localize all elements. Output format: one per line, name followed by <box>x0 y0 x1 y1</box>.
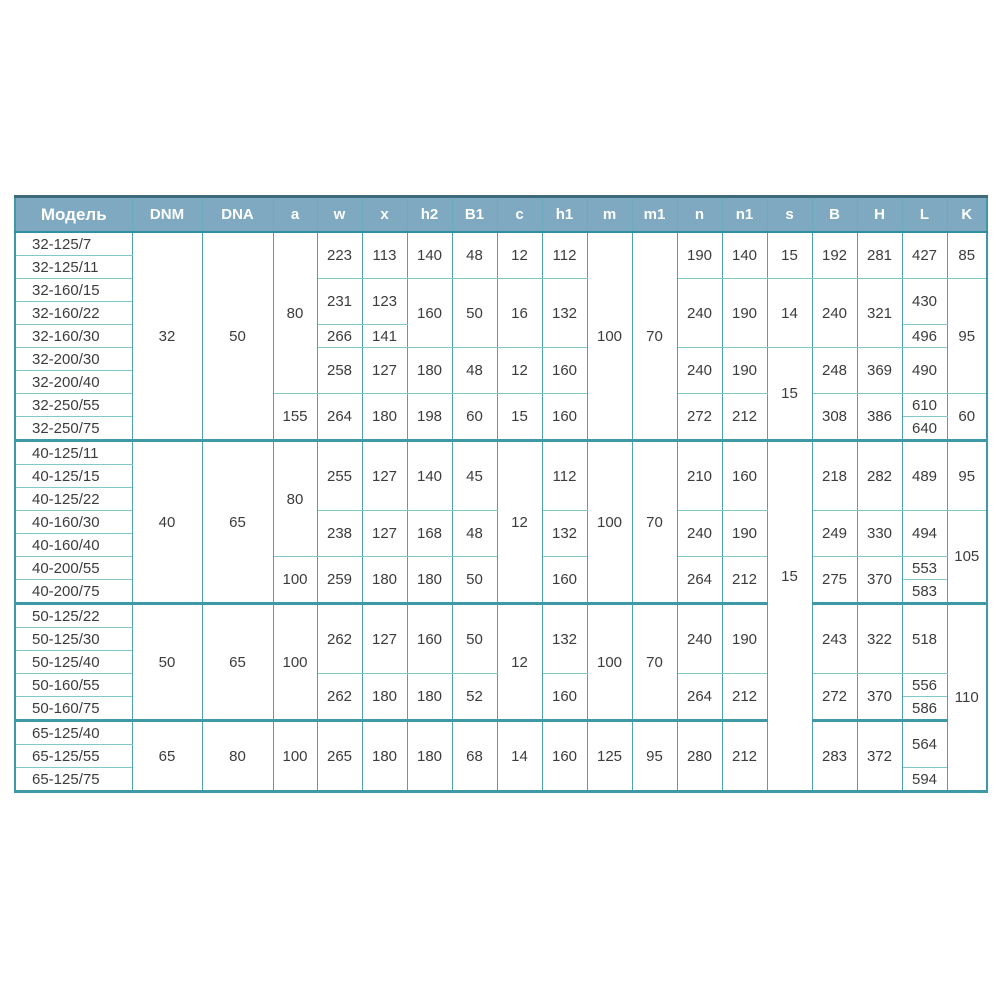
cell-n: 240 <box>677 511 722 557</box>
cell-h1: 160 <box>542 674 587 721</box>
cell-L: 518 <box>902 604 947 674</box>
col-header-K: K <box>947 197 987 233</box>
col-header-s: s <box>767 197 812 233</box>
cell-x: 127 <box>362 348 407 394</box>
cell-w: 265 <box>317 721 362 792</box>
cell-L: 564 <box>902 721 947 768</box>
cell-w: 231 <box>317 279 362 325</box>
cell-DNM: 32 <box>132 232 202 441</box>
cell-H: 370 <box>857 557 902 604</box>
cell-B: 240 <box>812 279 857 348</box>
cell-c: 12 <box>497 441 542 604</box>
cell-K: 60 <box>947 394 987 441</box>
cell-n1: 140 <box>722 232 767 279</box>
cell-model: 50-125/40 <box>15 651 132 674</box>
cell-x: 127 <box>362 511 407 557</box>
col-header-x: x <box>362 197 407 233</box>
cell-model: 40-125/15 <box>15 465 132 488</box>
col-header-model: Модель <box>15 197 132 233</box>
cell-n1: 212 <box>722 721 767 792</box>
col-header-h2: h2 <box>407 197 452 233</box>
cell-L: 494 <box>902 511 947 557</box>
table-row <box>15 721 987 745</box>
cell-x: 180 <box>362 394 407 441</box>
cell-DNM: 40 <box>132 441 202 604</box>
cell-model: 40-125/11 <box>15 441 132 465</box>
cell-B: 283 <box>812 721 857 792</box>
cell-x: 180 <box>362 674 407 721</box>
col-header-h1: h1 <box>542 197 587 233</box>
cell-x: 127 <box>362 441 407 511</box>
cell-model: 40-125/22 <box>15 488 132 511</box>
cell-h1: 132 <box>542 604 587 674</box>
cell-B1: 45 <box>452 441 497 511</box>
cell-n1: 190 <box>722 511 767 557</box>
cell-B1: 60 <box>452 394 497 441</box>
cell-B: 308 <box>812 394 857 441</box>
col-header-m: m <box>587 197 632 233</box>
col-header-m1: m1 <box>632 197 677 233</box>
cell-B: 218 <box>812 441 857 511</box>
col-header-DNA: DNA <box>202 197 273 233</box>
cell-n: 240 <box>677 279 722 348</box>
cell-H: 282 <box>857 441 902 511</box>
cell-m: 100 <box>587 441 632 604</box>
cell-L: 427 <box>902 232 947 279</box>
cell-H: 372 <box>857 721 902 792</box>
cell-L: 430 <box>902 279 947 325</box>
cell-m1: 70 <box>632 441 677 604</box>
cell-h1: 112 <box>542 232 587 279</box>
cell-s: 14 <box>767 279 812 348</box>
cell-H: 281 <box>857 232 902 279</box>
cell-w: 223 <box>317 232 362 279</box>
cell-h2: 180 <box>407 674 452 721</box>
cell-n1: 190 <box>722 604 767 674</box>
cell-model: 32-125/7 <box>15 232 132 256</box>
pump-dimensions-table-wrap <box>14 195 986 793</box>
cell-x: 123 <box>362 279 407 325</box>
cell-w: 262 <box>317 674 362 721</box>
cell-h2: 140 <box>407 232 452 279</box>
cell-x: 180 <box>362 721 407 792</box>
table-body <box>15 232 987 792</box>
cell-n1: 160 <box>722 441 767 511</box>
table-row <box>15 232 987 256</box>
cell-model: 32-250/55 <box>15 394 132 417</box>
cell-n: 240 <box>677 348 722 394</box>
cell-n1: 190 <box>722 279 767 348</box>
cell-h2: 160 <box>407 604 452 674</box>
cell-model: 32-160/30 <box>15 325 132 348</box>
cell-DNM: 65 <box>132 721 202 792</box>
cell-h1: 132 <box>542 279 587 348</box>
cell-a: 100 <box>273 721 317 792</box>
cell-H: 322 <box>857 604 902 674</box>
cell-L: 586 <box>902 697 947 721</box>
cell-h2: 140 <box>407 441 452 511</box>
cell-B1: 68 <box>452 721 497 792</box>
cell-h1: 160 <box>542 721 587 792</box>
cell-H: 370 <box>857 674 902 721</box>
col-header-B: B <box>812 197 857 233</box>
cell-L: 489 <box>902 441 947 511</box>
cell-B1: 48 <box>452 511 497 557</box>
cell-x: 180 <box>362 557 407 604</box>
table-row <box>15 604 987 628</box>
cell-model: 50-160/55 <box>15 674 132 697</box>
cell-H: 386 <box>857 394 902 441</box>
cell-model: 32-160/22 <box>15 302 132 325</box>
cell-B1: 50 <box>452 604 497 674</box>
cell-x: 113 <box>362 232 407 279</box>
cell-a: 100 <box>273 604 317 721</box>
cell-model: 65-125/40 <box>15 721 132 745</box>
cell-n: 190 <box>677 232 722 279</box>
cell-w: 258 <box>317 348 362 394</box>
cell-c: 15 <box>497 394 542 441</box>
cell-B1: 50 <box>452 279 497 348</box>
cell-n: 272 <box>677 394 722 441</box>
cell-a: 155 <box>273 394 317 441</box>
cell-H: 369 <box>857 348 902 394</box>
cell-h1: 160 <box>542 394 587 441</box>
cell-B1: 50 <box>452 557 497 604</box>
cell-m1: 70 <box>632 604 677 721</box>
cell-K: 85 <box>947 232 987 279</box>
cell-DNA: 65 <box>202 604 273 721</box>
cell-H: 330 <box>857 511 902 557</box>
cell-model: 32-200/30 <box>15 348 132 371</box>
cell-model: 50-125/22 <box>15 604 132 628</box>
cell-m: 100 <box>587 232 632 441</box>
cell-s: 15 <box>767 441 812 792</box>
table-row <box>15 441 987 465</box>
cell-w: 262 <box>317 604 362 674</box>
cell-K: 110 <box>947 604 987 792</box>
cell-K: 105 <box>947 511 987 604</box>
table-header <box>15 197 987 233</box>
cell-h2: 180 <box>407 557 452 604</box>
cell-m1: 70 <box>632 232 677 441</box>
cell-model: 50-160/75 <box>15 697 132 721</box>
col-header-H: H <box>857 197 902 233</box>
cell-B: 275 <box>812 557 857 604</box>
cell-model: 32-250/75 <box>15 417 132 441</box>
cell-n1: 212 <box>722 394 767 441</box>
cell-DNA: 50 <box>202 232 273 441</box>
cell-L: 496 <box>902 325 947 348</box>
cell-x: 127 <box>362 604 407 674</box>
cell-B: 272 <box>812 674 857 721</box>
col-header-a: a <box>273 197 317 233</box>
cell-model: 65-125/75 <box>15 768 132 792</box>
cell-h2: 180 <box>407 348 452 394</box>
cell-w: 238 <box>317 511 362 557</box>
cell-h1: 160 <box>542 557 587 604</box>
cell-a: 80 <box>273 232 317 394</box>
cell-n: 210 <box>677 441 722 511</box>
cell-h2: 180 <box>407 721 452 792</box>
cell-K: 95 <box>947 441 987 511</box>
cell-model: 40-160/30 <box>15 511 132 534</box>
cell-B1: 48 <box>452 348 497 394</box>
cell-n: 264 <box>677 674 722 721</box>
cell-h1: 112 <box>542 441 587 511</box>
cell-model: 32-125/11 <box>15 256 132 279</box>
col-header-DNM: DNM <box>132 197 202 233</box>
cell-m1: 95 <box>632 721 677 792</box>
cell-model: 50-125/30 <box>15 628 132 651</box>
cell-m: 125 <box>587 721 632 792</box>
cell-L: 490 <box>902 348 947 394</box>
spec-table <box>14 195 988 793</box>
cell-L: 556 <box>902 674 947 697</box>
cell-h2: 160 <box>407 279 452 348</box>
cell-L: 594 <box>902 768 947 792</box>
cell-h2: 168 <box>407 511 452 557</box>
cell-B: 243 <box>812 604 857 674</box>
cell-L: 610 <box>902 394 947 417</box>
cell-w: 255 <box>317 441 362 511</box>
col-header-B1: B1 <box>452 197 497 233</box>
cell-B1: 48 <box>452 232 497 279</box>
cell-n1: 212 <box>722 674 767 721</box>
cell-h2: 198 <box>407 394 452 441</box>
cell-K: 95 <box>947 279 987 394</box>
col-header-c: c <box>497 197 542 233</box>
header-row <box>15 197 987 233</box>
cell-n1: 212 <box>722 557 767 604</box>
col-header-n: n <box>677 197 722 233</box>
cell-model: 40-200/55 <box>15 557 132 580</box>
cell-DNA: 65 <box>202 441 273 604</box>
cell-c: 16 <box>497 279 542 348</box>
cell-h1: 132 <box>542 511 587 557</box>
cell-s: 15 <box>767 232 812 279</box>
cell-c: 14 <box>497 721 542 792</box>
cell-w: 266 <box>317 325 362 348</box>
cell-w: 259 <box>317 557 362 604</box>
cell-B: 249 <box>812 511 857 557</box>
cell-model: 32-200/40 <box>15 371 132 394</box>
cell-h1: 160 <box>542 348 587 394</box>
cell-B1: 52 <box>452 674 497 721</box>
cell-L: 640 <box>902 417 947 441</box>
cell-a: 80 <box>273 441 317 557</box>
cell-L: 583 <box>902 580 947 604</box>
col-header-L: L <box>902 197 947 233</box>
cell-L: 553 <box>902 557 947 580</box>
cell-c: 12 <box>497 232 542 279</box>
cell-n: 240 <box>677 604 722 674</box>
cell-DNM: 50 <box>132 604 202 721</box>
cell-model: 65-125/55 <box>15 745 132 768</box>
cell-n: 264 <box>677 557 722 604</box>
cell-model: 40-160/40 <box>15 534 132 557</box>
cell-x: 141 <box>362 325 407 348</box>
cell-H: 321 <box>857 279 902 348</box>
cell-model: 32-160/15 <box>15 279 132 302</box>
cell-DNA: 80 <box>202 721 273 792</box>
cell-a: 100 <box>273 557 317 604</box>
cell-c: 12 <box>497 604 542 721</box>
cell-s: 15 <box>767 348 812 441</box>
col-header-n1: n1 <box>722 197 767 233</box>
cell-B: 248 <box>812 348 857 394</box>
cell-n1: 190 <box>722 348 767 394</box>
cell-c: 12 <box>497 348 542 394</box>
cell-m: 100 <box>587 604 632 721</box>
cell-model: 40-200/75 <box>15 580 132 604</box>
cell-B: 192 <box>812 232 857 279</box>
col-header-w: w <box>317 197 362 233</box>
cell-n: 280 <box>677 721 722 792</box>
cell-w: 264 <box>317 394 362 441</box>
